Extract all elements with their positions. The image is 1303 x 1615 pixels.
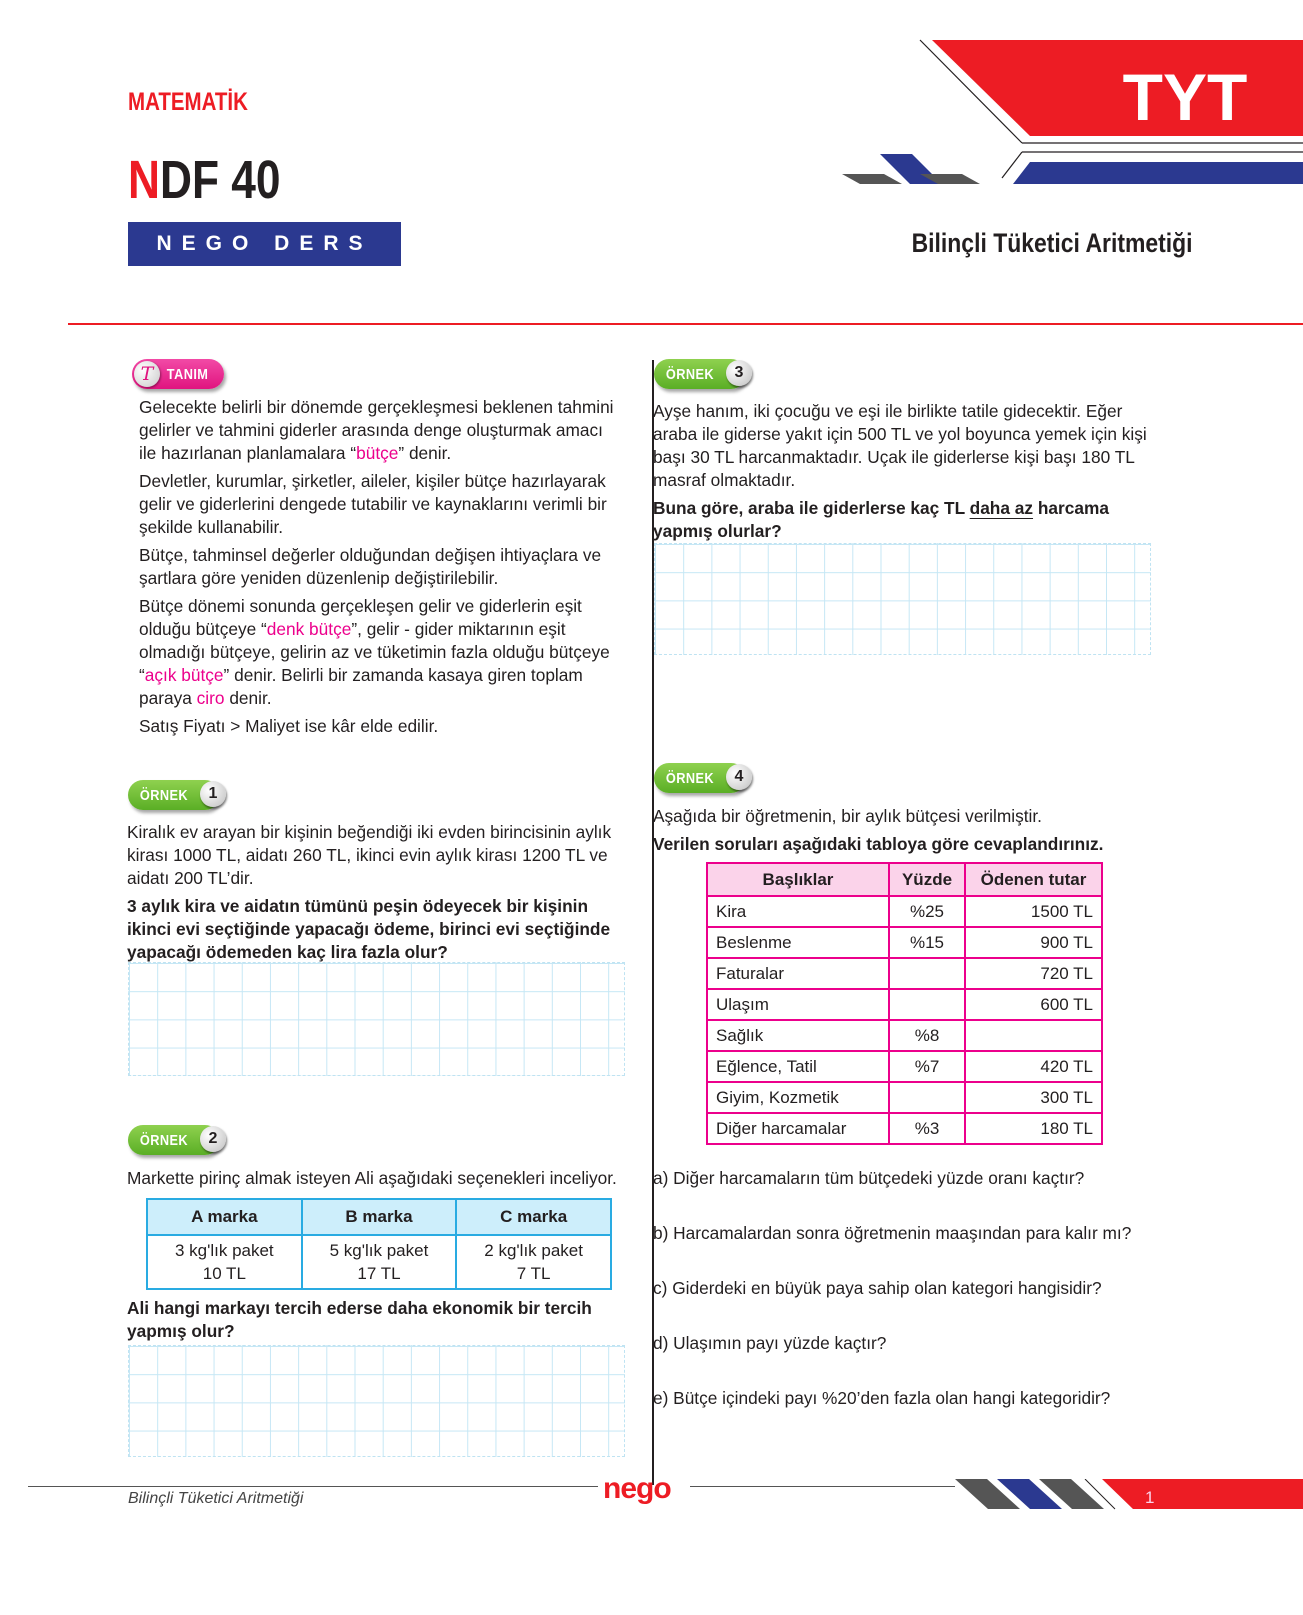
- document-code-rest: DF 40: [159, 150, 281, 210]
- budget-row: [707, 896, 1102, 927]
- budget-table-header: [707, 863, 1102, 896]
- example-2-answer-grid[interactable]: [128, 1345, 625, 1457]
- example-3-answer-grid[interactable]: [654, 543, 1151, 655]
- budget-row: [707, 989, 1102, 1020]
- emphasis-daha-az: daha az: [969, 498, 1034, 518]
- example-2-badge: [128, 1125, 220, 1155]
- budget-amount: 420 TL: [965, 1051, 1102, 1082]
- example-1-badge: [128, 780, 220, 810]
- budget-header-percent: Yüzde: [889, 863, 965, 896]
- footer-rule-left: [28, 1486, 598, 1487]
- example-4-badge-label: ÖRNEK: [665, 769, 715, 787]
- header-divider: [68, 323, 1303, 325]
- budget-amount: [965, 1020, 1102, 1051]
- budget-amount: 600 TL: [965, 989, 1102, 1020]
- definition-paragraph-2: Devletler, kurumlar, şirketler, aileler, kişiler bütçe hazırlayarak gelir ve giderlerini dengede tutabilir ve kaynaklarını verimli bir şekilde kullanabilir.: [139, 471, 607, 537]
- definition-badge: [132, 359, 224, 389]
- example-3-badge-label: ÖRNEK: [665, 365, 715, 383]
- example-3-question: Buna göre, araba ile giderlerse kaç TL daha az harcama yapmış olurlar?: [653, 498, 1109, 541]
- example-4-text: Aşağıda bir öğretmenin, bir aylık bütçesi verilmiştir.: [653, 806, 1042, 826]
- definition-paragraph-3: Bütçe, tahminsel değerler olduğundan değişen ihtiyaçlara ve şartlara göre yeniden düzenlenip değiştirilebilir.: [139, 545, 602, 588]
- definition-t-icon: T: [134, 361, 160, 387]
- brand-table-row: [147, 1235, 611, 1289]
- budget-row: [707, 958, 1102, 989]
- budget-category: Sağlık: [707, 1020, 889, 1051]
- footer-topic: Bilinçli Tüketici Aritmetiği: [128, 1490, 304, 1507]
- example-3-body: [653, 400, 1159, 548]
- budget-category: Giyim, Kozmetik: [707, 1082, 889, 1113]
- budget-category: Kira: [707, 896, 889, 927]
- budget-category: Faturalar: [707, 958, 889, 989]
- brand-cell: 5 kg'lık paket 17 TL: [302, 1235, 457, 1289]
- term-ciro: ciro: [196, 688, 225, 708]
- tyt-banner: [830, 38, 1303, 188]
- budget-percent: [889, 989, 965, 1020]
- budget-header-category: Başlıklar: [707, 863, 889, 896]
- banner-red-block: [932, 40, 1303, 136]
- example-3-badge: [654, 359, 746, 389]
- example-1-number: 1: [200, 781, 226, 807]
- example-4-number: 4: [726, 764, 752, 790]
- budget-row: [707, 1051, 1102, 1082]
- brand-comparison-table: [146, 1198, 612, 1290]
- budget-amount: 720 TL: [965, 958, 1102, 989]
- question-c: c) Giderdeki en büyük paya sahip olan kategori hangisidir?: [653, 1278, 1102, 1298]
- budget-category: Eğlence, Tatil: [707, 1051, 889, 1082]
- banner-line-low: [1002, 152, 1022, 178]
- question-b: b) Harcamalardan sonra öğretmenin maaşından para kalır mı?: [653, 1223, 1132, 1243]
- example-1-question: 3 aylık kira ve aidatın tümünü peşin ödeyecek bir kişinin ikinci evi seçtiğinde yapacağı ödeme, birinci evi seçtiğinde yapacağı ödemeden kaç lira fazla olur?: [127, 896, 611, 962]
- example-2-question: Ali hangi markayı tercih ederse daha ekonomik bir tercih yapmış olur?: [127, 1298, 592, 1341]
- budget-category: Diğer harcamalar: [707, 1113, 889, 1144]
- brand-table-header: [147, 1199, 611, 1235]
- budget-amount: 300 TL: [965, 1082, 1102, 1113]
- budget-header-amount: Ödenen tutar: [965, 863, 1102, 896]
- question-a: a) Diğer harcamaların tüm bütçedeki yüzde oranı kaçtır?: [653, 1168, 1085, 1188]
- budget-percent: [889, 958, 965, 989]
- banner-blue-block: [1013, 162, 1303, 184]
- question-d: d) Ulaşımın payı yüzde kaçtır?: [653, 1333, 887, 1353]
- example-1-badge-label: ÖRNEK: [139, 786, 189, 804]
- example-1-body: [127, 821, 633, 969]
- question-e: e) Bütçe içindeki payı %20’den fazla olan hangi kategoridir?: [653, 1388, 1111, 1408]
- budget-percent: %7: [889, 1051, 965, 1082]
- budget-amount: 900 TL: [965, 927, 1102, 958]
- definition-badge-label: TANIM: [166, 365, 209, 383]
- document-code-initial: N: [128, 150, 160, 210]
- stripe-gray-1: [842, 174, 902, 184]
- budget-table: [706, 862, 1103, 1145]
- topic-title: Bilinçli Tüketici Aritmetiği: [912, 228, 1193, 258]
- page-number: 1: [1145, 1488, 1155, 1507]
- example-4-body: [653, 805, 1163, 861]
- document-code: [128, 150, 281, 210]
- example-2-text: Markette pirinç almak isteyen Ali aşağıdaki seçenekleri inceliyor.: [127, 1168, 617, 1188]
- brand-header: C marka: [456, 1199, 611, 1235]
- example-2-badge-label: ÖRNEK: [139, 1131, 189, 1149]
- example-4-badge: [654, 763, 746, 793]
- budget-percent: [889, 1082, 965, 1113]
- definition-paragraph-5: Satış Fiyatı > Maliyet ise kâr elde edilir.: [139, 716, 439, 736]
- definition-paragraph-1: Gelecekte belirli bir dönemde gerçekleşmesi beklenen tahmini gelirler ve tahmini giderler arasında denge oluşturmak amacı ile hazırlanan planlamalara “bütçe” denir.: [139, 397, 614, 463]
- budget-row: [707, 1082, 1102, 1113]
- definition-text: [139, 396, 619, 743]
- nego-logo: nego: [603, 1472, 671, 1505]
- term-denk-butce: denk bütçe: [266, 619, 352, 639]
- definition-paragraph-4: Bütçe dönemi sonunda gerçekleşen gelir ve giderlerin eşit olduğu bütçeye “denk bütçe”, gelir - gider miktarının eşit olmadığı bütçeye, gelirin az ve tüketimin fazla olduğu bütçeye “açık bütçe” denir. Belirli bir zamanda kasaya giren toplam paraya ciro denir.: [139, 596, 610, 708]
- budget-percent: %15: [889, 927, 965, 958]
- series-band: NEGO DERS FÖYÜ: [128, 222, 401, 266]
- budget-row: [707, 1020, 1102, 1051]
- budget-percent: %25: [889, 896, 965, 927]
- term-butce: bütçe: [356, 443, 399, 463]
- budget-percent: %3: [889, 1113, 965, 1144]
- example-4-instruction: Verilen soruları aşağıdaki tabloya göre cevaplandırınız.: [653, 834, 1104, 854]
- footer-red-block: [1102, 1479, 1303, 1509]
- subject-title: MATEMATİK: [128, 88, 248, 116]
- example-1-answer-grid[interactable]: [128, 962, 625, 1076]
- budget-amount: 180 TL: [965, 1113, 1102, 1144]
- budget-row: [707, 927, 1102, 958]
- brand-cell: 3 kg'lık paket 10 TL: [147, 1235, 302, 1289]
- budget-amount: 1500 TL: [965, 896, 1102, 927]
- example-2-number: 2: [200, 1126, 226, 1152]
- brand-header: A marka: [147, 1199, 302, 1235]
- example-3-number: 3: [726, 360, 752, 386]
- term-acik-butce: açık bütçe: [144, 665, 224, 685]
- budget-category: Ulaşım: [707, 989, 889, 1020]
- example-3-text: Ayşe hanım, iki çocuğu ve eşi ile birlikte tatile gidecektir. Eğer araba ile giderse yakıt için 500 TL ve yol boyunca yemek için kişi başı 30 TL harcanmaktadır. Uçak ile giderlerse kişi başı 180 TL masraf olmaktadır.: [653, 401, 1147, 490]
- budget-category: Beslenme: [707, 927, 889, 958]
- footer-rule-right: [690, 1486, 955, 1487]
- budget-percent: %8: [889, 1020, 965, 1051]
- footer-banner: [955, 1479, 1303, 1515]
- brand-cell: 2 kg'lık paket 7 TL: [456, 1235, 611, 1289]
- exam-label: TYT: [1122, 60, 1248, 134]
- example-1-text: Kiralık ev arayan bir kişinin beğendiği iki evden birincisinin aylık kirası 1000 TL, aidatı 260 TL, ikinci evin aylık kirası 1200 TL ve aidatı 200 TL’dir.: [127, 822, 612, 888]
- brand-header: B marka: [302, 1199, 457, 1235]
- budget-row: [707, 1113, 1102, 1144]
